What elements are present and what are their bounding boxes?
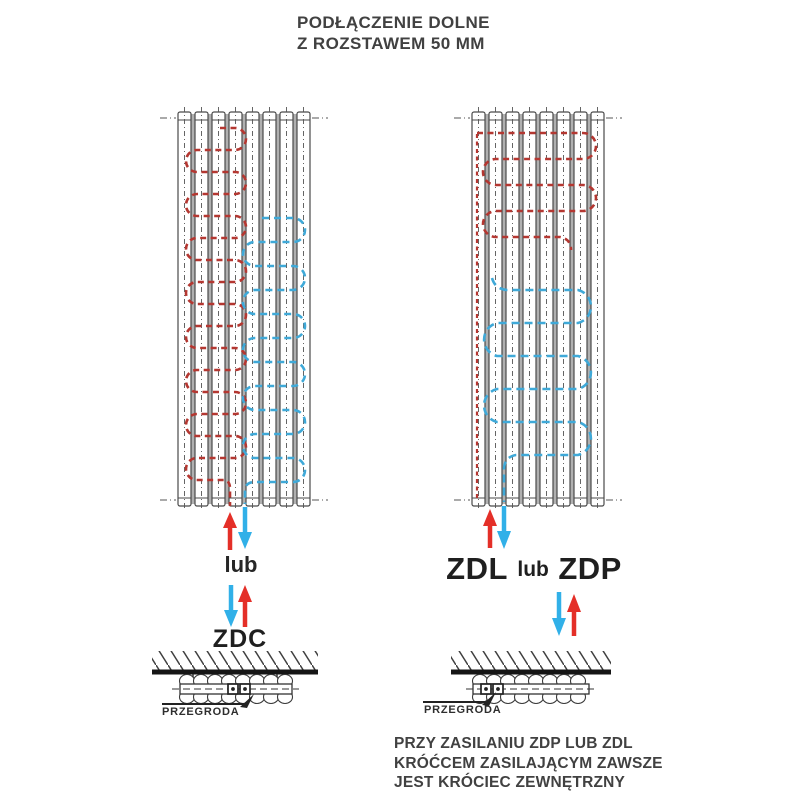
wall-section-left xyxy=(152,651,318,672)
footnote-line3: JEST KRÓCIEC ZEWNĘTRZNY xyxy=(394,774,626,791)
footnote xyxy=(394,734,663,793)
manifold-left xyxy=(172,674,299,704)
page-title xyxy=(297,12,490,54)
right-valve-label xyxy=(424,551,644,587)
return-arrow-down-right-1 xyxy=(497,506,511,549)
footnote-line1: PRZY ZASILANIU ZDP LUB ZDL xyxy=(394,735,633,752)
right-valve-label-zdl: ZDL xyxy=(446,551,508,586)
supply-arrow-up-left-2 xyxy=(238,585,252,627)
wall-section-right xyxy=(451,651,611,672)
manifold-right xyxy=(466,674,595,704)
supply-arrow-up-right-2 xyxy=(567,594,581,636)
page-title-line2: Z ROZSTAWEM 50 MM xyxy=(297,34,485,53)
left-valve-label-zdc: ZDC xyxy=(212,625,268,653)
return-arrow-down-left-1 xyxy=(238,507,252,549)
supply-arrow-up-left-1 xyxy=(223,512,237,550)
return-arrow-down-left-2 xyxy=(224,585,238,627)
supply-arrow-up-right-1 xyxy=(483,509,497,548)
left-partition-label: PRZEGRODA xyxy=(162,706,240,718)
right-or-label: lub xyxy=(517,558,549,581)
right-partition-label: PRZEGRODA xyxy=(424,704,502,716)
return-arrow-down-right-2 xyxy=(552,592,566,636)
footnote-line2: KRÓĆCEM ZASILAJĄCYM ZAWSZE xyxy=(394,754,663,772)
right-valve-label-zdp: ZDP xyxy=(558,551,622,586)
left-or-label: lub xyxy=(224,552,258,577)
page-title-line1: PODŁĄCZENIE DOLNE xyxy=(297,13,490,32)
radiator-right xyxy=(454,107,622,511)
